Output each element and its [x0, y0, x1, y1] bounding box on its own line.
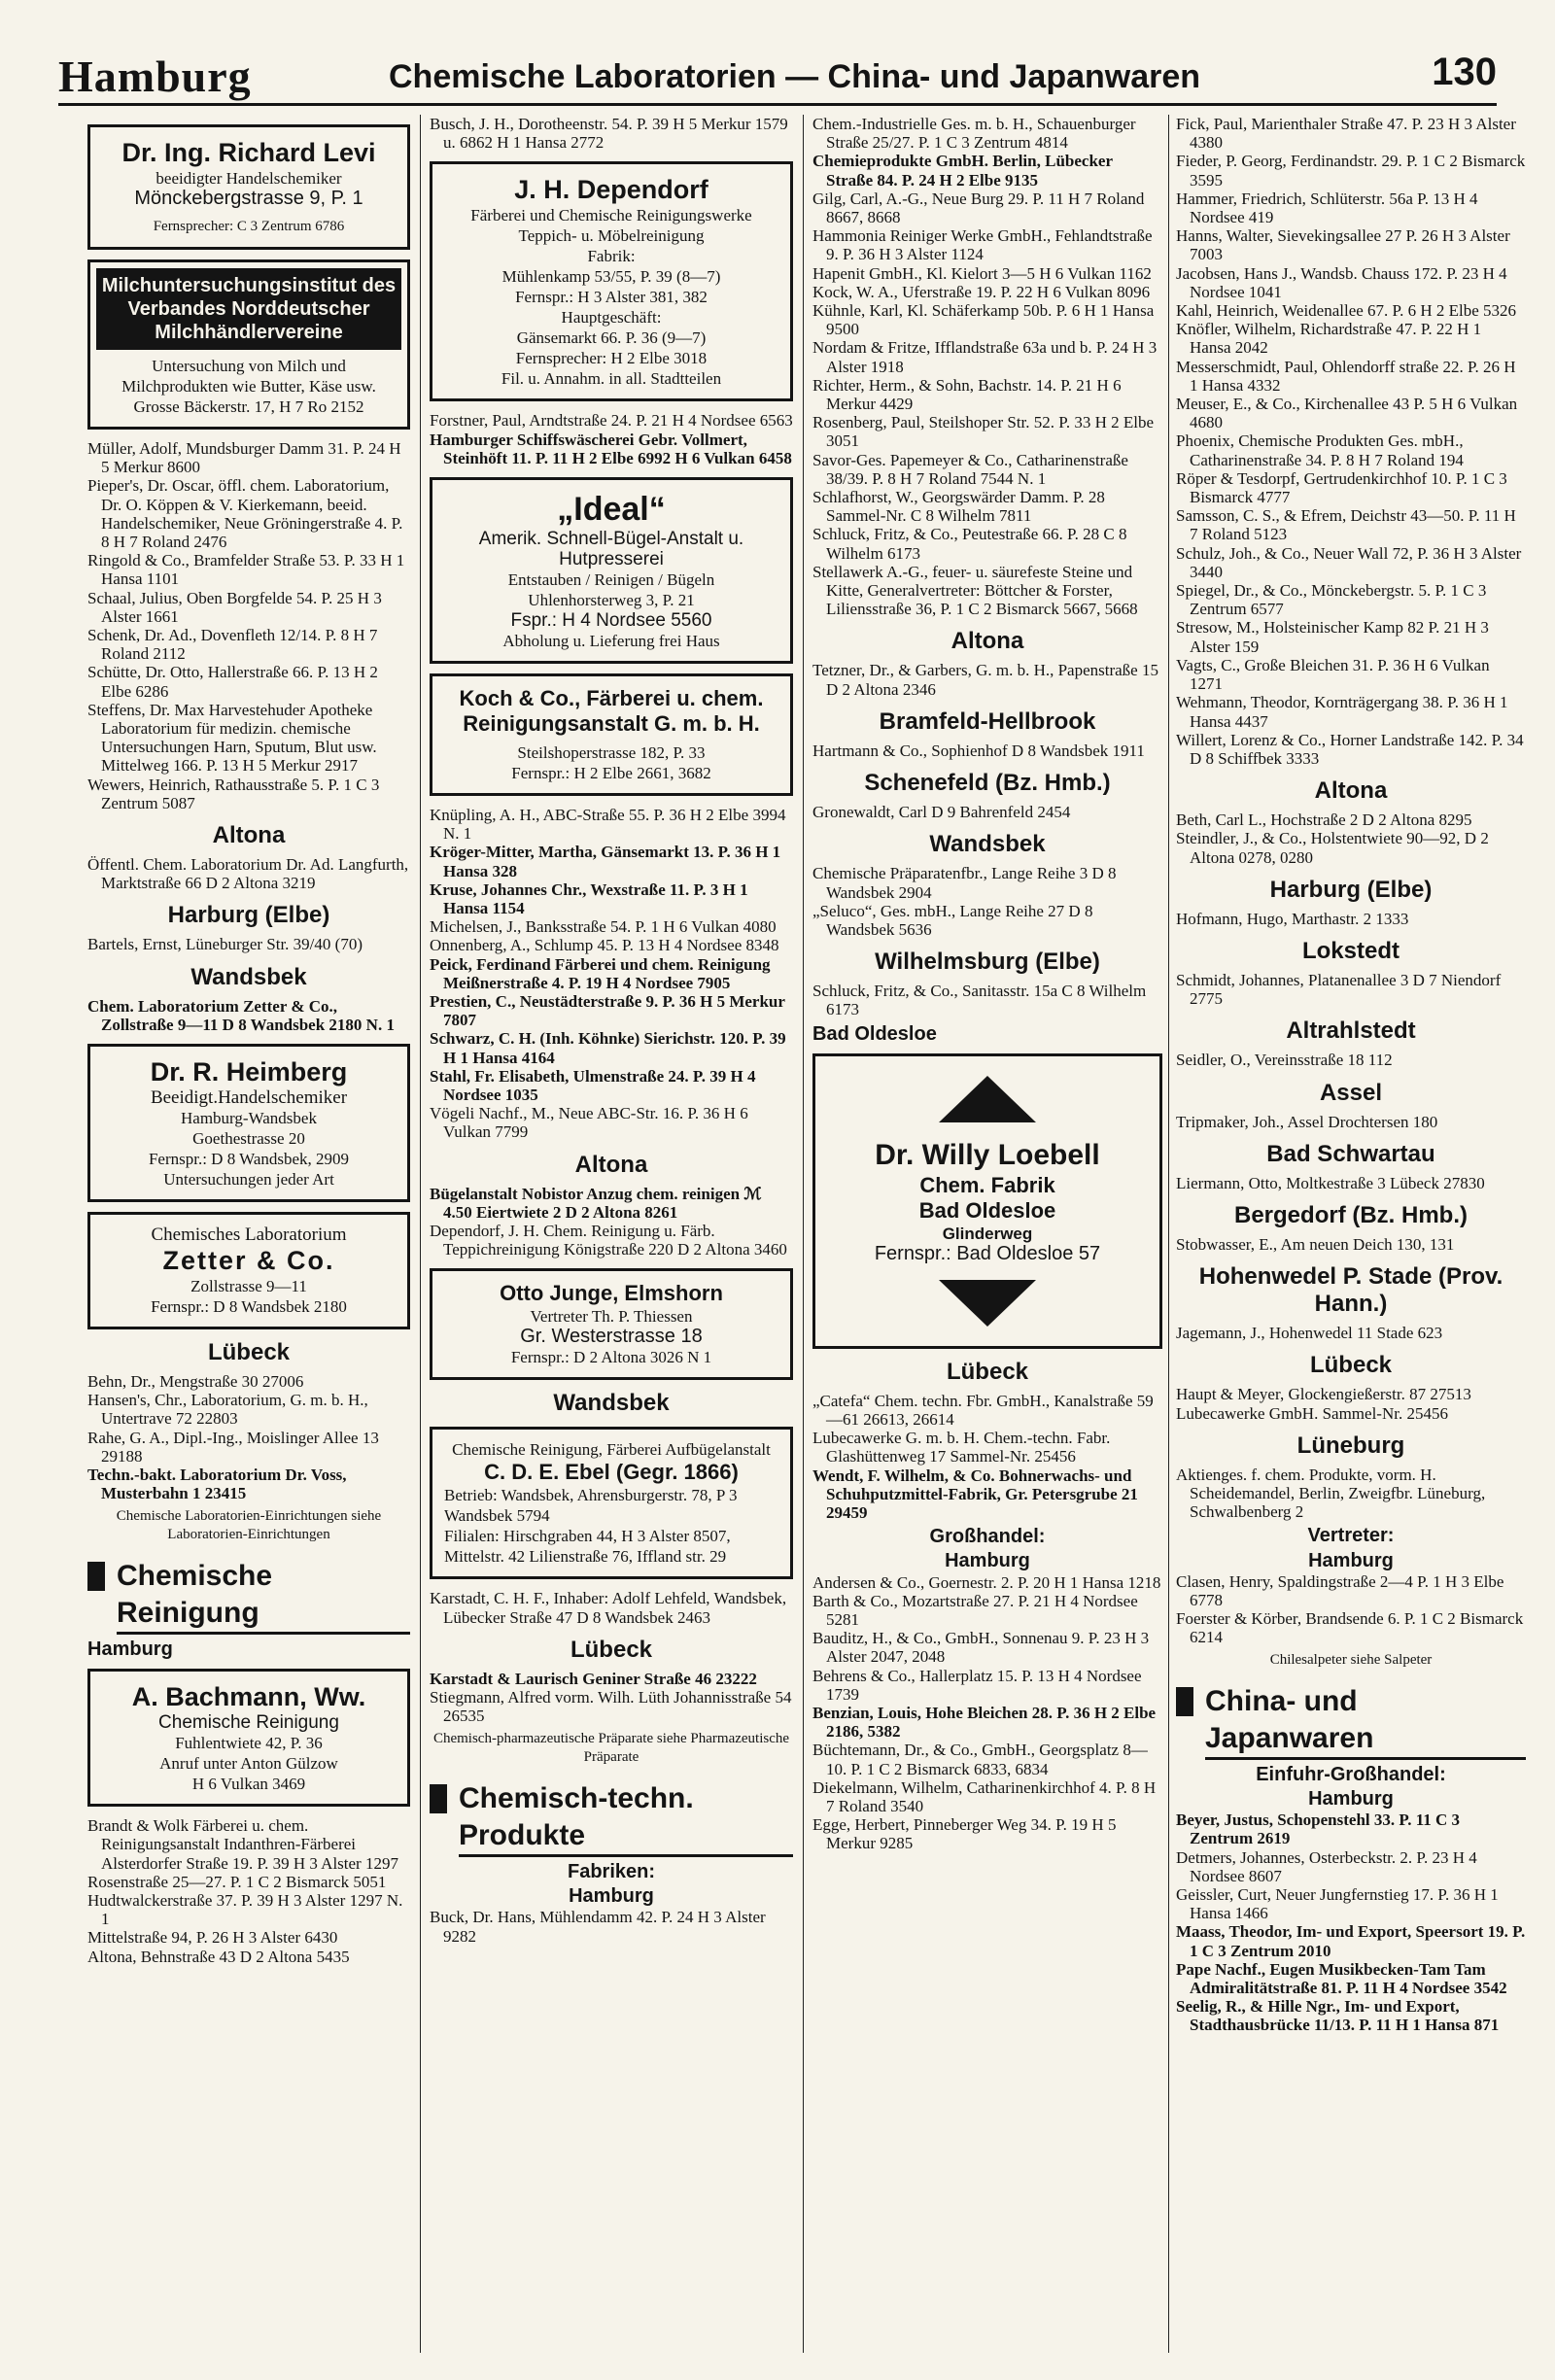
- list-item: Schluck, Fritz, & Co., Peutestraße 66. P. 28 C 8 Wilhelm 6173: [812, 525, 1127, 563]
- ad-loebell: [812, 1053, 1162, 1349]
- ad-line: Untersuchungen jeder Art: [163, 1170, 334, 1190]
- list-item: Phoenix, Chemische Produkten Ges. mbH., Catharinenstraße 34. P. 8 H 7 Roland 194: [1176, 431, 1464, 469]
- ad-koch: [430, 673, 793, 796]
- list-item: Rahe, G. A., Dipl.-Ing., Moislinger Allee 13 29188: [87, 1428, 379, 1466]
- city-heading: Schenefeld (Bz. Hmb.): [864, 770, 1111, 797]
- list-item: Ringold & Co., Bramfelder Straße 53. P. 33 H 1 Hansa 1101: [87, 551, 405, 589]
- list-item: Gilg, Carl, A.-G., Neue Burg 29. P. 11 H 7 Roland 8667, 8668: [812, 189, 1145, 227]
- city-heading: Altona: [950, 628, 1024, 655]
- ad-title: Milchuntersuchungsinstitut des Verbandes Norddeutscher Milchhändlervereine: [96, 268, 401, 350]
- ad-line: Vertreter Th. P. Thiessen: [530, 1307, 693, 1327]
- list-item: Chem.-Industrielle Ges. m. b. H., Schauenburger Straße 25/27. P. 1 C 3 Zentrum 4814: [812, 115, 1136, 153]
- section-chemische-reinigung: [87, 1558, 410, 1635]
- city-heading: Hohenwedel P. Stade (Prov. Hann.): [1198, 1263, 1503, 1318]
- city-heading: Lübeck: [570, 1636, 653, 1663]
- list-item: Kruse, Johannes Chr., Wexstraße 11. P. 3 H 1 Hansa 1154: [430, 880, 748, 918]
- list-item: Stobwasser, E., Am neuen Deich 130, 131: [1176, 1234, 1455, 1254]
- list-item: Lubecawerke GmbH. Sammel-Nr. 25456: [1176, 1403, 1448, 1423]
- header-city: Hamburg: [58, 52, 252, 101]
- list-item: Hartmann & Co., Sophienhof D 8 Wandsbek 1911: [812, 741, 1145, 760]
- list-item: Meuser, E., & Co., Kirchenallee 43 P. 5 H 6 Vulkan 4680: [1176, 395, 1518, 432]
- ad-line: Betrieb: Wandsbek, Ahrensburgerstr. 78, P 3 Wandsbek 5794: [444, 1486, 738, 1526]
- city-heading: Lüneburg: [1296, 1431, 1405, 1459]
- arrow-up-icon: [939, 1076, 1036, 1122]
- ad-title: Koch & Co., Färberei u. chem. Reinigungsanstalt G. m. b. H.: [459, 686, 764, 737]
- list-item: Kröger-Mitter, Martha, Gänsemarkt 13. P. 36 H 1 Hansa 328: [430, 843, 781, 880]
- arrow-down-icon: [939, 1280, 1036, 1327]
- city-heading: Hamburg: [1308, 1549, 1394, 1571]
- ad-line: Fil. u. Annahm. in all. Stadtteilen: [501, 369, 722, 389]
- list-item: Bügelanstalt Nobistor Anzug chem. reinigen ℳ 4.50 Eiertwiete 2 D 2 Altona 8261: [430, 1184, 762, 1222]
- column-rule: [420, 115, 421, 2353]
- list-item: Clasen, Henry, Spaldingstraße 2—4 P. 1 H 3 Elbe 6778: [1176, 1571, 1504, 1609]
- list-item: Wewers, Heinrich, Rathausstraße 5. P. 1 C 3 Zentrum 5087: [87, 775, 380, 812]
- list-item: Schlafhorst, W., Georgswärder Damm. P. 28 Sammel-Nr. C 8 Wilhelm 7811: [812, 488, 1105, 526]
- ad-line: Abholung u. Lieferung frei Haus: [502, 632, 720, 651]
- ad-line: Fernspr.: D 8 Wandsbek, 2909: [148, 1150, 350, 1169]
- ad-line: Fernspr.: D 2 Altona 3026 N 1: [510, 1348, 712, 1367]
- list-item: Willert, Lorenz & Co., Horner Landstraße 142. P. 34 D 8 Schiffbek 3333: [1176, 730, 1524, 768]
- ad-line: Hauptgeschäft:: [561, 308, 662, 328]
- ad-line: Untersuchung von Milch und Milchprodukten wie Butter, Käse usw.: [121, 357, 376, 396]
- ad-line: Mönckebergstrasse 9, P. 1: [134, 188, 363, 209]
- ad-title: „Ideal“: [557, 491, 666, 529]
- list-item: Beyer, Justus, Schopenstehl 33. P. 11 C 3 Zentrum 2619: [1176, 1811, 1461, 1848]
- section-marker-icon: [430, 1784, 447, 1813]
- ad-line: Filialen: Hirschgraben 44, H 3 Alster 8507, Mittelstr. 42 Lilienstraße 76, Iffland str. 29: [444, 1527, 731, 1567]
- list-item: Öffentl. Chem. Laboratorium Dr. Ad. Langfurth, Marktstraße 66 D 2 Altona 3219: [87, 855, 409, 893]
- city-heading: Lokstedt: [1301, 937, 1400, 964]
- ad-line: Gr. Westerstrasse 18: [520, 1326, 703, 1348]
- list-item: Hammonia Reiniger Werke GmbH., Fehlandtstraße 9. P. 36 H 3 Alster 1124: [812, 226, 1153, 264]
- ad-heimberg: [87, 1044, 410, 1202]
- ad-line: H 6 Vulkan 3469: [191, 1775, 306, 1794]
- list-item: Schwarz, C. H. (Inh. Köhnke) Sierichstr. 120. P. 39 H 1 Hansa 4164: [430, 1029, 786, 1067]
- ad-line: Steilshoperstrasse 182, P. 33: [517, 743, 706, 763]
- ad-zetter: [87, 1212, 410, 1329]
- list-item: Tetzner, Dr., & Garbers, G. m. b. H., Papenstraße 15 D 2 Altona 2346: [812, 661, 1158, 699]
- list-item: Chemische Präparatenfbr., Lange Reihe 3 D 8 Wandsbek 2904: [812, 864, 1117, 902]
- list-item: Rosenstraße 25—27. P. 1 C 2 Bismarck 5051: [87, 1872, 387, 1891]
- list-item: Karstadt & Laurisch Geniner Straße 46 23222: [430, 1669, 757, 1688]
- ad-line: Färberei und Chemische Reinigungswerke Teppich- u. Möbelreinigung: [470, 206, 752, 246]
- city-heading: Harburg (Elbe): [167, 902, 330, 929]
- list-item: Karstadt, C. H. F., Inhaber: Adolf Lehfeld, Wandsbek, Lübecker Straße 47 D 8 Wandsbek 2463: [430, 1589, 787, 1627]
- city-heading: Altrahlstedt: [1286, 1018, 1416, 1045]
- city-heading: Hamburg: [569, 1885, 654, 1908]
- ad-line: Fernspr.: H 3 Alster 381, 382: [515, 288, 708, 307]
- list-item: Mittelstraße 94, P. 26 H 3 Alster 6430: [87, 1928, 338, 1948]
- list-item: Geissler, Curt, Neuer Jungfernstieg 17. P. 36 H 1 Hansa 1466: [1176, 1885, 1499, 1923]
- list-item: Altona, Behnstraße 43 D 2 Altona 5435: [87, 1947, 350, 1966]
- city-heading: Bad Oldesloe: [812, 1022, 937, 1045]
- section-china-japanwaren: [1176, 1683, 1526, 1760]
- ad-milchuntersuchung: [87, 259, 410, 430]
- list-item: Kahl, Heinrich, Weidenallee 67. P. 6 H 2 Elbe 5326: [1176, 301, 1517, 321]
- city-heading: Bergedorf (Bz. Hmb.): [1234, 1201, 1468, 1228]
- list-item: Fick, Paul, Marienthaler Straße 47. P. 23 H 3 Alster 4380: [1176, 115, 1516, 153]
- list-item: Savor-Ges. Papemeyer & Co., Catharinenstraße 38/39. P. 8 H 7 Roland 7544 N. 1: [812, 450, 1128, 488]
- section-title: China- und Japanwaren: [1205, 1683, 1526, 1760]
- section-title: Chemische Reinigung: [117, 1558, 410, 1635]
- list-item: Maass, Theodor, Im- und Export, Speersort 19. P. 1 C 3 Zentrum 2010: [1176, 1922, 1526, 1960]
- ad-line: Entstauben / Reinigen / Bügeln: [507, 570, 715, 590]
- list-item: Schulz, Joh., & Co., Neuer Wall 72, P. 36 H 3 Alster 3440: [1176, 543, 1522, 581]
- list-item: „Seluco“, Ges. mbH., Lange Reihe 27 D 8 Wandsbek 5636: [812, 901, 1093, 939]
- header-section-title: Chemische Laboratorien — China- und Japanwaren: [389, 58, 1201, 95]
- list-item: Detmers, Johannes, Osterbeckstr. 2. P. 23 H 4 Nordsee 8607: [1176, 1847, 1477, 1885]
- list-item: Bauditz, H., & Co., GmbH., Sonnenau 9. P. 23 H 3 Alster 2047, 2048: [812, 1629, 1150, 1667]
- ad-richard-levi: [87, 124, 410, 250]
- ad-title: C. D. E. Ebel (Gegr. 1866): [484, 1460, 739, 1485]
- list-item: Vögeli Nachf., M., Neue ABC-Str. 16. P. 36 H 6 Vulkan 7799: [430, 1104, 748, 1142]
- list-item: Schenk, Dr. Ad., Dovenfleth 12/14. P. 8 H 7 Roland 2112: [87, 626, 378, 664]
- list-item: Techn.-bakt. Laboratorium Dr. Voss, Musterbahn 1 23415: [87, 1466, 347, 1503]
- city-heading: Lübeck: [207, 1339, 291, 1366]
- ad-line: Goethestrasse 20: [192, 1129, 305, 1149]
- list-item: Chemieprodukte GmbH. Berlin, Lübecker Straße 84. P. 24 H 2 Elbe 9135: [812, 152, 1113, 190]
- list-item: Schluck, Fritz, & Co., Sanitasstr. 15a C 8 Wilhelm 6173: [812, 982, 1147, 1019]
- column-rule: [1168, 115, 1169, 2353]
- list-item: Hanns, Walter, Sievekingsallee 27 P. 26 H 3 Alster 7003: [1176, 226, 1510, 264]
- list-item: Hamburger Schiffswäscherei Gebr. Vollmert, Steinhöft 11. P. 11 H 2 Elbe 6992 H 6 Vulkan 6458: [430, 430, 792, 467]
- list-item: Seidler, O., Vereinsstraße 18 112: [1176, 1051, 1393, 1070]
- list-item: Barth & Co., Mozartstraße 27. P. 21 H 4 Nordsee 5281: [812, 1591, 1138, 1629]
- ad-line: Fernspr.: Bad Oldesloe 57: [874, 1242, 1101, 1264]
- list-item: Bartels, Ernst, Lüneburger Str. 39/40 (70): [87, 935, 363, 954]
- list-item: Buck, Dr. Hans, Mühlendamm 42. P. 24 H 3 Alster 9282: [430, 1908, 766, 1946]
- ad-bachmann: [87, 1669, 410, 1807]
- ad-line: Fuhlentwiete 42, P. 36: [175, 1734, 323, 1753]
- list-item: Beth, Carl L., Hochstraße 2 D 2 Altona 8295: [1176, 811, 1472, 830]
- city-heading: Altona: [1314, 777, 1388, 805]
- list-item: Onnenberg, A., Schlump 45. P. 13 H 4 Nordsee 8348: [430, 936, 779, 955]
- list-item: Gronewaldt, Carl D 9 Bahrenfeld 2454: [812, 803, 1071, 822]
- list-item: Fieder, P. Georg, Ferdinandstr. 29. P. 1 C 2 Bismarck 3595: [1176, 152, 1526, 190]
- ad-title: Otto Junge, Elmshorn: [500, 1281, 723, 1306]
- cross-reference: Chemische Laboratorien-Einrichtungen siehe Laboratorien-Einrichtungen: [116, 1507, 382, 1542]
- ad-title: Dr. Ing. Richard Levi: [121, 138, 376, 167]
- list-item: Müller, Adolf, Mundsburger Damm 31. P. 24 H 5 Merkur 8600: [87, 439, 401, 477]
- list-item: Lubecawerke G. m. b. H. Chem.-techn. Fabr. Glashüttenweg 17 Sammel-Nr. 25456: [812, 1429, 1111, 1466]
- list-item: Liermann, Otto, Moltkestraße 3 Lübeck 27830: [1176, 1173, 1485, 1192]
- list-item: Seelig, R., & Hille Ngr., Im- und Export, Stadthausbrücke 11/13. P. 11 H 1 Hansa 871: [1176, 1997, 1500, 2035]
- list-item: Hapenit GmbH., Kl. Kielort 3—5 H 6 Vulkan 1162: [812, 263, 1152, 283]
- list-item: Wendt, F. Wilhelm, & Co. Bohnerwachs- und Schuhputzmittel-Fabrik, Gr. Petersgrube 21 29459: [812, 1466, 1138, 1522]
- list-item: Jagemann, J., Hohenwedel 11 Stade 623: [1176, 1324, 1443, 1343]
- list-item: Egge, Herbert, Pinneberger Weg 34. P. 19 H 5 Merkur 9285: [812, 1815, 1117, 1853]
- ad-line: Bad Oldesloe: [918, 1197, 1056, 1223]
- list-item: Rosenberg, Paul, Steilshoper Str. 52. P. 33 H 2 Elbe 3051: [812, 413, 1155, 451]
- subsection-heading: Fabriken:: [567, 1860, 656, 1882]
- ad-line: Fernsprecher: C 3 Zentrum 6786: [153, 219, 345, 234]
- ad-line: Fernspr.: D 8 Wandsbek 2180: [151, 1297, 347, 1317]
- list-item: Behn, Dr., Mengstraße 30 27006: [87, 1372, 304, 1392]
- city-heading: Wandsbek: [190, 963, 307, 990]
- subsection-heading: Einfuhr-Großhandel:: [1256, 1763, 1446, 1785]
- ad-title: Dr. R. Heimberg: [150, 1057, 348, 1087]
- list-item: Brandt & Wolk Färberei u. chem. Reinigungsanstalt Indanthren-Färberei Alsterdorfer Straße 19. P. 39 H 3 Alster 1297: [87, 1816, 398, 1873]
- list-item: Messerschmidt, Paul, Ohlendorff straße 22. P. 26 H 1 Hansa 4332: [1176, 357, 1516, 395]
- city-heading: Hamburg: [87, 1638, 173, 1660]
- list-item: Hammer, Friedrich, Schlüterstr. 56a P. 13 H 4 Nordsee 419: [1176, 189, 1478, 227]
- ad-line: Fabrik:: [587, 247, 636, 266]
- section-marker-icon: [1176, 1687, 1193, 1716]
- ad-line: Fernspr.: H 2 Elbe 2661, 3682: [511, 764, 711, 783]
- column-3: [812, 115, 1162, 2353]
- ad-line: Chemische Reinigung: [158, 1712, 339, 1734]
- list-item: Busch, J. H., Dorotheenstr. 54. P. 39 H 5 Merkur 1579 u. 6862 H 1 Hansa 2772: [430, 115, 788, 153]
- page-header: [58, 47, 1497, 106]
- city-heading: Altona: [212, 822, 286, 849]
- ad-line: Chemische Reinigung, Färberei Aufbügelanstalt: [452, 1440, 771, 1460]
- list-item: Richter, Herm., & Sohn, Bachstr. 14. P. 21 H 6 Merkur 4429: [812, 375, 1122, 414]
- city-heading: Harburg (Elbe): [1269, 876, 1433, 903]
- list-item: Hofmann, Hugo, Marthastr. 2 1333: [1176, 909, 1409, 928]
- city-heading: Hamburg: [945, 1550, 1030, 1572]
- city-heading: Altona: [574, 1151, 648, 1178]
- city-heading: Bad Schwartau: [1266, 1140, 1435, 1167]
- ad-line: Amerik. Schnell-Bügel-Anstalt u. Hutpresserei: [478, 529, 744, 570]
- ad-title: J. H. Dependorf: [514, 175, 708, 205]
- ad-line: Hamburg-Wandsbek: [181, 1109, 317, 1128]
- list-item: Nordam & Fritze, Ifflandstraße 63a und b. P. 24 H 3 Alster 1918: [812, 338, 1158, 376]
- ad-dependorf: [430, 161, 793, 401]
- list-item: Forstner, Paul, Arndtstraße 24. P. 21 H 4 Nordsee 6563: [430, 411, 793, 431]
- column-1: [87, 115, 410, 2353]
- list-item: Benzian, Louis, Hohe Bleichen 28. P. 36 H 2 Elbe 2186, 5382: [812, 1703, 1157, 1742]
- list-item: Peick, Ferdinand Färberei und chem. Reinigung Meißnerstraße 4. P. 19 H 4 Nordsee 7905: [430, 954, 771, 992]
- city-heading: Lübeck: [1309, 1352, 1393, 1379]
- cross-reference: Chilesalpeter siehe Salpeter: [1269, 1651, 1433, 1668]
- ad-line: Grosse Bäckerstr. 17, H 7 Ro 2152: [133, 397, 364, 416]
- list-item: Dependorf, J. H. Chem. Reinigung u. Färb. Teppichreinigung Königstraße 220 D 2 Altona 3460: [430, 1222, 787, 1259]
- ad-title: A. Bachmann, Ww.: [131, 1682, 366, 1712]
- list-item: Stellawerk A.-G., feuer- u. säurefeste Steine und Kitte, Generalvertreter: Böttcher & Forster, Liliensstraße 36, P. 1 C 2 Bismarck 5667, 5668: [812, 562, 1138, 619]
- subsection-heading: Vertreter:: [1307, 1525, 1395, 1547]
- city-heading: Bramfeld-Hellbrook: [879, 707, 1096, 735]
- page-number: 130: [1432, 51, 1497, 93]
- list-item: Michelsen, J., Banksstraße 54. P. 1 H 6 Vulkan 4080: [430, 917, 777, 937]
- list-item: Hansen's, Chr., Laboratorium, G. m. b. H., Untertrave 72 22803: [87, 1391, 368, 1429]
- list-item: Pape Nachf., Eugen Musikbecken-Tam Tam Admiralitätstraße 81. P. 11 H 4 Nordsee 3542: [1176, 1959, 1507, 1998]
- ad-otto-junge: [430, 1268, 793, 1380]
- ad-line: Fspr.: H 4 Nordsee 5560: [510, 610, 712, 632]
- ad-ebel: [430, 1427, 793, 1579]
- list-item: Chem. Laboratorium Zetter & Co., Zollstraße 9—11 D 8 Wandsbek 2180 N. 1: [87, 996, 395, 1034]
- list-item: Samsson, C. S., & Efrem, Deichstr 43—50. P. 11 H 7 Roland 5123: [1176, 506, 1516, 544]
- city-heading: Wilhelmsburg (Elbe): [875, 949, 1100, 976]
- section-title: Chemisch-techn. Produkte: [459, 1780, 793, 1857]
- ad-line: Zollstrasse 9—11: [190, 1277, 307, 1296]
- column-4: [1176, 115, 1526, 2353]
- ad-ideal: [430, 477, 793, 664]
- list-item: Behrens & Co., Hallerplatz 15. P. 13 H 4 Nordsee 1739: [812, 1666, 1142, 1704]
- ad-title: Zetter & Co.: [162, 1246, 335, 1276]
- ad-line: Glinderweg: [942, 1224, 1033, 1243]
- ad-line: Chem. Fabrik: [919, 1172, 1055, 1197]
- cross-reference: Chemisch-pharmazeutische Präparate siehe Pharmazeutische Präparate: [432, 1730, 790, 1765]
- list-item: Wehmann, Theodor, Kornträgergang 38. P. 36 H 1 Hansa 4437: [1176, 693, 1508, 731]
- list-item: Büchtemann, Dr., & Co., GmbH., Georgsplatz 8—10. P. 1 C 2 Bismarck 6833, 6834: [812, 1741, 1148, 1778]
- city-heading: Wandsbek: [553, 1390, 670, 1417]
- list-item: Steffens, Dr. Max Harvestehuder Apotheke Laboratorium für medizin. chemische Untersuchungen Harn, Sputum, Blut usw. Mittelweg 166. P. 13 H 5 Merkur 2917: [87, 700, 377, 776]
- column-rule: [803, 115, 804, 2353]
- list-item: Steindler, J., & Co., Holstentwiete 90—92, D 2 Altona 0278, 0280: [1176, 829, 1489, 867]
- list-item: Jacobsen, Hans J., Wandsb. Chauss 172. P. 23 H 4 Nordsee 1041: [1176, 263, 1507, 301]
- ad-title: Dr. Willy Loebell: [875, 1138, 1100, 1171]
- list-item: Foerster & Körber, Brandsende 6. P. 1 C 2 Bismarck 6214: [1176, 1609, 1524, 1647]
- list-item: Knüpling, A. H., ABC-Straße 55. P. 36 H 2 Elbe 3994 N. 1: [430, 806, 786, 844]
- section-chemisch-techn: [430, 1780, 793, 1857]
- ad-line: Fernsprecher: H 2 Elbe 3018: [515, 349, 708, 368]
- city-heading: Hamburg: [1308, 1787, 1394, 1810]
- list-item: Knöfler, Wilhelm, Richardstraße 47. P. 22 H 1 Hansa 2042: [1176, 320, 1482, 358]
- ad-line: Uhlenhorsterweg 3, P. 21: [528, 591, 695, 610]
- ad-line: Mühlenkamp 53/55, P. 39 (8—7): [501, 267, 721, 287]
- list-item: Andersen & Co., Goernestr. 2. P. 20 H 1 Hansa 1218: [812, 1572, 1161, 1592]
- list-item: Aktienges. f. chem. Produkte, vorm. H. Scheidemandel, Berlin, Zweigfbr. Lüneburg, Schwalbenberg 2: [1176, 1465, 1486, 1522]
- ad-line: beeidigter Handelschemiker: [156, 169, 342, 188]
- list-item: „Catefa“ Chem. techn. Fbr. GmbH., Kanalstraße 59—61 26613, 26614: [812, 1391, 1154, 1429]
- list-item: Diekelmann, Wilhelm, Catharinenkirchhof 4. P. 8 H 7 Roland 3540: [812, 1777, 1157, 1815]
- list-item: Schmidt, Johannes, Platanenallee 3 D 7 Niendorf 2775: [1176, 970, 1502, 1009]
- list-item: Hudtwalckerstraße 37. P. 39 H 3 Alster 1297 N. 1: [87, 1890, 403, 1929]
- list-item: Haupt & Meyer, Glockengießerstr. 87 27513: [1176, 1385, 1471, 1404]
- list-item: Spiegel, Dr., & Co., Mönckebergstr. 5. P. 1 C 3 Zentrum 6577: [1176, 581, 1487, 619]
- list-item: Prestien, C., Neustädterstraße 9. P. 36 H 5 Merkur 7807: [430, 992, 785, 1030]
- ad-line: Chemisches Laboratorium: [151, 1224, 347, 1246]
- list-item: Kühnle, Karl, Kl. Schäferkamp 50b. P. 6 H 1 Hansa 9500: [812, 301, 1155, 339]
- list-item: Kock, W. A., Uferstraße 19. P. 22 H 6 Vulkan 8096: [812, 282, 1151, 301]
- ad-line: Beeidigt.Handelschemiker: [150, 1087, 348, 1109]
- list-item: Pieper's, Dr. Oscar, öffl. chem. Laboratorium, Dr. O. Köppen & V. Kierkemann, beeid. Handelschemiker, Neue Gröningerstraße 4. P. 8 H 7 Roland 2476: [87, 476, 403, 552]
- list-item: Röper & Tesdorpf, Gertrudenkirchhof 10. P. 1 C 3 Bismarck 4777: [1176, 468, 1507, 507]
- list-item: Stresow, M., Holsteinischer Kamp 82 P. 21 H 3 Alster 159: [1176, 618, 1489, 656]
- subsection-heading: Großhandel:: [929, 1526, 1046, 1548]
- list-item: Stahl, Fr. Elisabeth, Ulmenstraße 24. P. 39 H 4 Nordsee 1035: [430, 1066, 756, 1105]
- column-2: [430, 115, 793, 2353]
- list-item: Schaal, Julius, Oben Borgfelde 54. P. 25 H 3 Alster 1661: [87, 588, 382, 626]
- city-heading: Assel: [1319, 1079, 1383, 1106]
- list-item: Vagts, C., Große Bleichen 31. P. 36 H 6 Vulkan 1271: [1176, 655, 1490, 694]
- city-heading: Wandsbek: [929, 831, 1046, 858]
- ad-line: Gänsemarkt 66. P. 36 (9—7): [516, 328, 707, 348]
- list-item: Stiegmann, Alfred vorm. Wilh. Lüth Johannisstraße 54 26535: [430, 1688, 792, 1726]
- city-heading: Lübeck: [946, 1358, 1029, 1385]
- list-item: Schütte, Dr. Otto, Hallerstraße 66. P. 13 H 2 Elbe 6286: [87, 663, 378, 701]
- ad-line: Anruf unter Anton Gülzow: [159, 1754, 338, 1774]
- list-item: Tripmaker, Joh., Assel Drochtersen 180: [1176, 1112, 1438, 1131]
- section-marker-icon: [87, 1562, 105, 1591]
